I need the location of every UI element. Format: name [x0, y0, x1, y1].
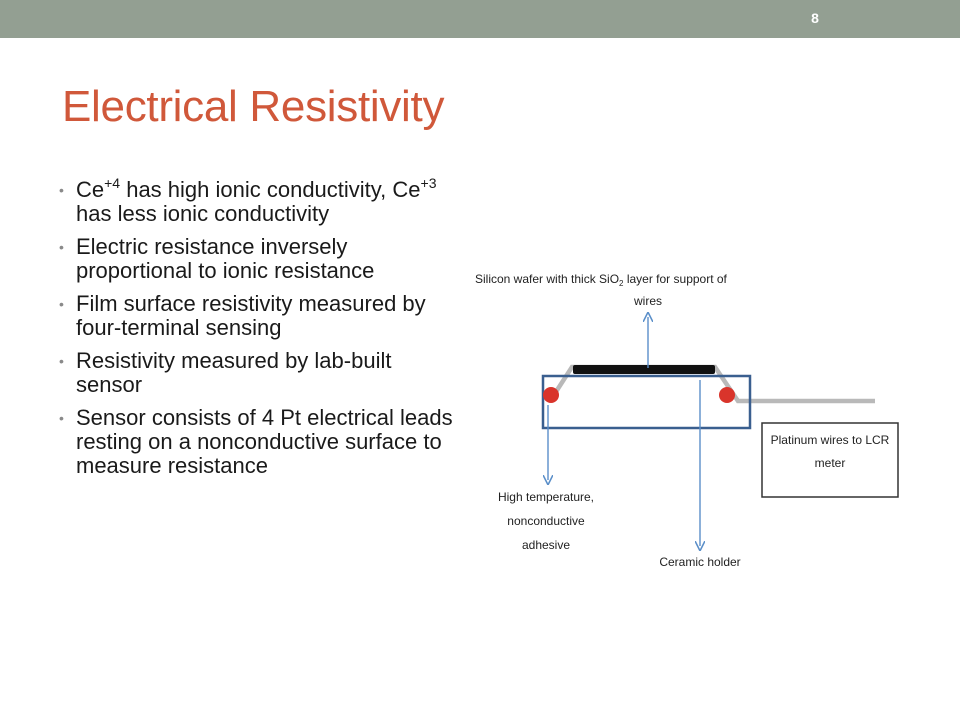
bullet-list [58, 175, 458, 487]
bullet-text: Electric resistance inversely proportional to ionic resistance [76, 234, 375, 283]
adhesive-dot-right [719, 387, 735, 403]
label-platinum-line2: meter [814, 456, 846, 470]
label-adhesive-line3: adhesive [521, 538, 571, 552]
bullet-item [58, 406, 458, 478]
bullet-text-ce4: Ce [76, 177, 105, 202]
bullet-text: Resistivity measured by lab-built sensor [76, 348, 392, 397]
label-adhesive-line1: High temperature, [497, 490, 595, 504]
top-bar [0, 0, 960, 38]
superscript-plus3: +3 [420, 175, 437, 191]
label-wafer-line1: Silicon wafer with thick SiO$_2$ layer for support of [475, 272, 727, 288]
adhesive-dot-left [543, 387, 559, 403]
bullet-dot-icon: • [59, 296, 64, 312]
superscript-plus4: +4 [104, 175, 121, 191]
bullet-text-end: has less ionic conductivity [76, 201, 330, 226]
bullet-item [58, 292, 458, 340]
bullet-dot-icon: • [59, 239, 64, 255]
label-platinum-line1: Platinum wires to LCR [770, 433, 890, 447]
slide-title: Electrical Resistivity [62, 82, 445, 131]
bullet-item [58, 349, 458, 397]
label-adhesive-line2: nonconductive [507, 514, 585, 528]
bullet-dot-icon: • [59, 182, 64, 198]
slide-number: 8 [811, 10, 819, 26]
bullet-dot-icon: • [59, 410, 64, 426]
silicon-wafer [573, 365, 715, 374]
bullet-text-mid: has high ionic conductivity, Ce [120, 177, 421, 202]
bullet-item [58, 235, 458, 283]
sensor-diagram [460, 255, 900, 595]
ceramic-holder [543, 376, 750, 428]
label-ceramic: Ceramic holder [659, 555, 741, 569]
bullet-text: Film surface resistivity measured by four-terminal sensing [76, 291, 426, 340]
bullet-dot-icon: • [59, 353, 64, 369]
bullet-item [58, 175, 458, 226]
label-wafer-line2: wires [633, 294, 663, 308]
bullet-text: Sensor consists of 4 Pt electrical leads resting on a nonconductive surface to measure resistance [76, 405, 453, 478]
